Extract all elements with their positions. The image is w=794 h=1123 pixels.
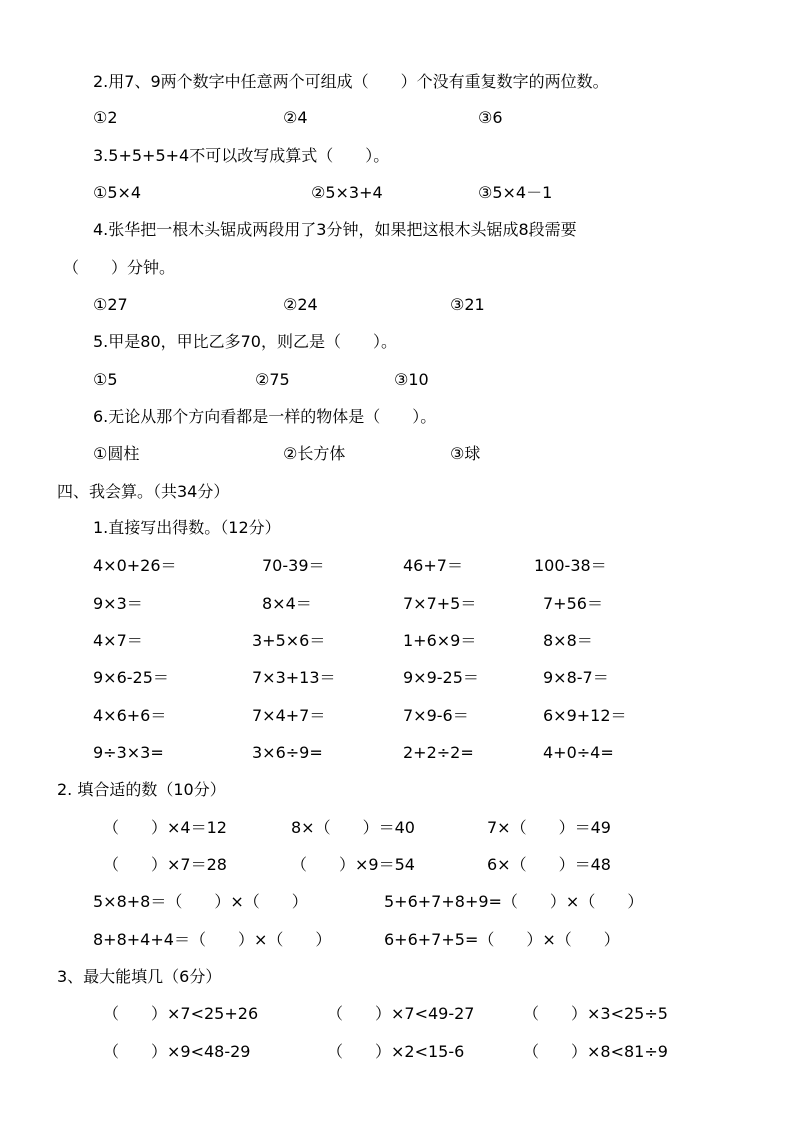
- q5-option-2: ②75: [255, 370, 290, 389]
- fill-r4-c1: 8+8+4+4＝（ ）×（ ）: [93, 930, 332, 949]
- calc-r3-c1: 4×7＝: [93, 631, 143, 650]
- max-r1-c2: （ ）×7<49-27: [327, 1004, 475, 1023]
- calc-r6-c3: 2+2÷2=: [403, 743, 474, 762]
- calc-r4-c2: 7×3+13＝: [252, 668, 336, 687]
- q6-option-3: ③球: [450, 444, 481, 463]
- calc-r6-c4: 4+0÷4=: [543, 743, 614, 762]
- calc-r4-c3: 9×9-25＝: [403, 668, 479, 687]
- q2-option-3: ③6: [478, 108, 503, 127]
- calc-r5-c3: 7×9-6＝: [403, 706, 469, 725]
- calc-r1-c3: 46+7＝: [403, 556, 463, 575]
- fill-r2-c2: （ ）×9＝54: [291, 855, 415, 874]
- q5-option-1: ①5: [93, 370, 118, 389]
- q4-option-3: ③21: [450, 295, 485, 314]
- q3-option-2: ②5×3+4: [311, 183, 383, 202]
- max-r2-c3: （ ）×8<81÷9: [523, 1042, 668, 1061]
- q2-stem: 2.用7、9两个数字中任意两个可组成（ ）个没有重复数字的两位数。: [93, 72, 609, 91]
- calc-r2-c3: 7×7+5＝: [403, 594, 477, 613]
- fill-r4-c2: 6+6+7+5=（ ）×（ ）: [384, 930, 620, 949]
- calc-r4-c4: 9×8-7＝: [543, 668, 609, 687]
- max-r1-c1: （ ）×7<25+26: [103, 1004, 259, 1023]
- fill-r3-c1: 5×8+8＝（ ）×（ ）: [93, 892, 308, 911]
- calc-r1-c2: 70-39＝: [262, 556, 325, 575]
- q5-stem: 5.甲是80，甲比乙多70，则乙是（ ）。: [93, 332, 397, 351]
- calc-r6-c2: 3×6÷9=: [252, 743, 323, 762]
- fill-r2-c3: 6×（ ）＝48: [487, 855, 611, 874]
- max-r1-c3: （ ）×3<25÷5: [523, 1004, 668, 1023]
- calc-r6-c1: 9÷3×3=: [93, 743, 164, 762]
- q2-option-1: ①2: [93, 108, 118, 127]
- calc-r2-c1: 9×3＝: [93, 594, 143, 613]
- calc-r5-c4: 6×9+12＝: [543, 706, 627, 725]
- q4-option-1: ①27: [93, 295, 128, 314]
- calc-r4-c1: 9×6-25＝: [93, 668, 169, 687]
- q4-stem-line1: 4.张华把一根木头锯成两段用了3分钟，如果把这根木头锯成8段需要: [93, 220, 577, 239]
- q3-option-1: ①5×4: [93, 183, 142, 202]
- fill-r1-c2: 8×（ ）＝40: [291, 818, 415, 837]
- calc-r3-c2: 3+5×6＝: [252, 631, 326, 650]
- q3-option-3: ③5×4－1: [478, 183, 553, 202]
- q4-option-2: ②24: [283, 295, 318, 314]
- fill-r3-c2: 5+6+7+8+9=（ ）×（ ）: [384, 892, 644, 911]
- q3-stem: 3.5+5+5+4不可以改写成算式（ ）。: [93, 146, 390, 165]
- q2-option-2: ②4: [283, 108, 308, 127]
- calc-r3-c3: 1+6×9＝: [403, 631, 477, 650]
- max-r2-c2: （ ）×2<15-6: [327, 1042, 465, 1061]
- q5-option-3: ③10: [394, 370, 429, 389]
- calc-r1-c4: 100-38＝: [534, 556, 607, 575]
- calc-r2-c4: 7+56＝: [543, 594, 603, 613]
- q6-option-2: ②长方体: [283, 444, 346, 463]
- part3-title: 3、最大能填几（6分）: [57, 967, 222, 986]
- fill-r2-c1: （ ）×7＝28: [103, 855, 227, 874]
- section4-title: 四、我会算。（共34分）: [57, 482, 230, 501]
- part2-title: 2. 填合适的数（10分）: [57, 780, 226, 799]
- calc-r1-c1: 4×0+26＝: [93, 556, 177, 575]
- calc-r3-c4: 8×8＝: [543, 631, 593, 650]
- calc-r5-c1: 4×6+6＝: [93, 706, 167, 725]
- q6-stem: 6.无论从那个方向看都是一样的物体是（ ）。: [93, 407, 437, 426]
- calc-r2-c2: 8×4＝: [262, 594, 312, 613]
- fill-r1-c3: 7×（ ）＝49: [487, 818, 611, 837]
- q4-stem-line2: （ ）分钟。: [63, 258, 176, 277]
- calc-r5-c2: 7×4+7＝: [252, 706, 326, 725]
- q6-option-1: ①圆柱: [93, 444, 140, 463]
- part1-title: 1.直接写出得数。（12分）: [93, 518, 281, 537]
- fill-r1-c1: （ ）×4＝12: [103, 818, 227, 837]
- max-r2-c1: （ ）×9<48-29: [103, 1042, 251, 1061]
